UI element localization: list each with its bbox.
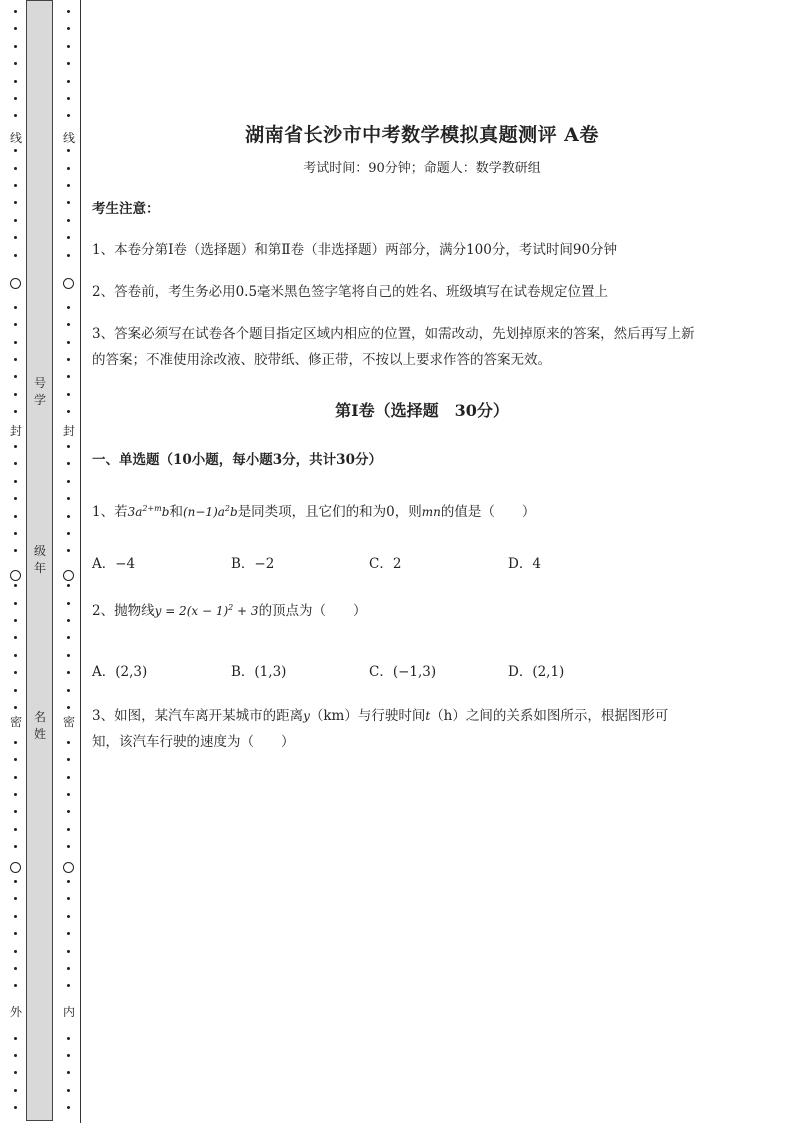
seal-dot — [67, 393, 70, 396]
q1-prefix: 1、若 — [92, 504, 128, 520]
seal-dot — [67, 584, 70, 587]
seal-char-xian: 线 — [60, 131, 78, 145]
seal-char-mi: 密 — [7, 715, 25, 729]
seal-dot — [67, 1089, 70, 1092]
seal-dot — [14, 201, 17, 204]
seal-dot — [14, 1037, 17, 1040]
exam-title: 湖南省长沙市中考数学模拟真题测评 A卷 — [245, 124, 599, 146]
field-char: 学 — [33, 393, 46, 407]
seal-dot — [14, 358, 17, 361]
seal-char-nei: 内 — [60, 1005, 78, 1019]
seal-dot — [67, 619, 70, 622]
seal-dot — [67, 480, 70, 483]
seal-dot — [67, 410, 70, 413]
seal-dot — [14, 619, 17, 622]
seal-dot — [67, 776, 70, 779]
seal-dot — [67, 741, 70, 744]
notice-item-2: 2、答卷前，考生务必用0.5毫米黑色签字笔将自己的姓名、班级填写在试卷规定位置上 — [92, 284, 609, 300]
seal-dot — [14, 602, 17, 605]
seal-dot — [67, 532, 70, 535]
student-id-field-label — [30, 375, 50, 409]
binding-border-line — [80, 0, 81, 1123]
seal-dot — [67, 828, 70, 831]
seal-dot — [14, 410, 17, 413]
seal-dot — [14, 62, 17, 65]
seal-dot — [67, 950, 70, 953]
seal-dot — [67, 201, 70, 204]
seal-dot — [14, 880, 17, 883]
seal-dot — [14, 932, 17, 935]
seal-char-xian: 线 — [7, 131, 25, 145]
seal-dot — [67, 1054, 70, 1057]
seal-dot — [14, 1071, 17, 1074]
seal-char-feng: 封 — [7, 424, 25, 438]
seal-dot — [67, 932, 70, 935]
seal-dot — [67, 80, 70, 83]
seal-dot — [67, 793, 70, 796]
seal-dot — [14, 445, 17, 448]
field-char: 年 — [33, 561, 46, 575]
seal-ring-icon — [63, 278, 74, 289]
seal-dot — [67, 1106, 70, 1109]
seal-dot — [67, 497, 70, 500]
inner-seal-line — [59, 0, 79, 1123]
name-field-label — [30, 709, 50, 743]
seal-dot — [14, 706, 17, 709]
seal-dot — [14, 184, 17, 187]
seal-dot — [67, 689, 70, 692]
seal-dot — [14, 393, 17, 396]
seal-dot — [67, 462, 70, 465]
seal-dot — [67, 375, 70, 378]
seal-dot — [14, 584, 17, 587]
question-3-line-2: 知，该汽车行驶的速度为（ ） — [92, 734, 295, 750]
class-field-label — [30, 543, 50, 577]
q1-option-a[interactable]: A．−4 — [92, 556, 136, 572]
seal-char-mi: 密 — [60, 715, 78, 729]
seal-dot — [67, 167, 70, 170]
outer-seal-line — [6, 0, 26, 1123]
seal-dot — [67, 654, 70, 657]
seal-ring-icon — [63, 570, 74, 581]
q1-term-a — [128, 505, 170, 519]
seal-dot — [67, 1071, 70, 1074]
seal-dot — [14, 480, 17, 483]
question-3-line-1 — [92, 703, 668, 729]
seal-dot — [14, 341, 17, 344]
field-char: 号 — [33, 376, 46, 390]
seal-dot — [67, 97, 70, 100]
seal-dot — [67, 114, 70, 117]
notice-item-1: 1、本卷分第I卷（选择题）和第Ⅱ卷（非选择题）两部分，满分100分，考试时间90分钟 — [92, 242, 618, 258]
seal-dot — [14, 497, 17, 500]
seal-dot — [67, 306, 70, 309]
seal-dot — [14, 149, 17, 152]
seal-dot — [67, 758, 70, 761]
seal-dot — [14, 10, 17, 13]
q2-option-c[interactable]: C．(−1,3) — [369, 664, 437, 680]
seal-dot — [67, 984, 70, 987]
q1-connector: 和 — [169, 504, 183, 520]
seal-dot — [67, 149, 70, 152]
seal-char-wai: 外 — [7, 1005, 25, 1019]
q1-term-b — [183, 505, 238, 519]
seal-dot — [14, 97, 17, 100]
section-title: 第I卷（选择题 30分） — [335, 401, 509, 420]
seal-dot — [14, 1106, 17, 1109]
seal-dot — [67, 341, 70, 344]
q2-option-d[interactable]: D．(2,1) — [508, 664, 565, 680]
exam-subtitle: 考试时间：90分钟；命题人：数学教研组 — [303, 161, 541, 176]
q2-end: 的顶点为（ ） — [258, 603, 367, 619]
q1-term-a-tail: b — [161, 505, 170, 519]
q2-equation-base: y = 2(x − 1) — [154, 604, 229, 618]
seal-dot — [67, 967, 70, 970]
seal-dot — [14, 114, 17, 117]
seal-dot — [14, 810, 17, 813]
field-char: 姓 — [33, 727, 46, 741]
seal-dot — [14, 549, 17, 552]
field-char: 名 — [33, 710, 46, 724]
seal-dot — [14, 636, 17, 639]
q2-option-a[interactable]: A．(2,3) — [92, 664, 148, 680]
seal-dot — [67, 1037, 70, 1040]
seal-dot — [14, 845, 17, 848]
q1-term-b-base: (n−1)a — [182, 505, 225, 519]
seal-dot — [14, 219, 17, 222]
seal-dot — [67, 515, 70, 518]
seal-dot — [14, 462, 17, 465]
seal-dot — [67, 219, 70, 222]
q2-equation-tail: + 3 — [233, 604, 259, 618]
seal-dot — [67, 810, 70, 813]
seal-dot — [14, 793, 17, 796]
q2-option-b[interactable]: B．(1,3) — [231, 664, 287, 680]
q3-unit-y: （km）与行驶时间 — [309, 708, 426, 724]
notice-item-3-cont: 的答案；不准使用涂改液、胶带纸、修正带，不按以上要求作答的答案无效。 — [92, 352, 551, 368]
seal-dot — [14, 236, 17, 239]
seal-dot — [14, 254, 17, 257]
seal-dot — [14, 915, 17, 918]
seal-dot — [14, 897, 17, 900]
seal-dot — [14, 532, 17, 535]
seal-dot — [14, 80, 17, 83]
seal-dot — [67, 897, 70, 900]
q1-term-b-exp: 2 — [224, 504, 230, 513]
q3-var-y: y — [303, 709, 310, 723]
seal-dot — [67, 445, 70, 448]
q3-var-t: t — [425, 709, 431, 723]
binding-margin — [0, 0, 84, 1123]
q2-prefix: 2、抛物线 — [92, 603, 155, 619]
seal-dot — [67, 636, 70, 639]
seal-dot — [14, 671, 17, 674]
seal-dot — [67, 323, 70, 326]
seal-dot — [14, 654, 17, 657]
seal-dot — [14, 45, 17, 48]
seal-dot — [14, 167, 17, 170]
q1-term-b-tail: b — [230, 505, 238, 519]
seal-dot — [67, 62, 70, 65]
question-2 — [92, 595, 367, 624]
seal-dot — [67, 27, 70, 30]
q2-equation — [155, 604, 259, 618]
seal-dot — [67, 45, 70, 48]
question-1 — [92, 496, 535, 525]
seal-dot — [67, 236, 70, 239]
seal-dot — [14, 776, 17, 779]
seal-dot — [67, 602, 70, 605]
q1-option-c[interactable]: C．2 — [369, 556, 402, 572]
seal-dot — [14, 1054, 17, 1057]
field-char: 级 — [33, 544, 46, 558]
seal-dot — [14, 689, 17, 692]
seal-dot — [14, 758, 17, 761]
seal-dot — [67, 254, 70, 257]
seal-dot — [14, 828, 17, 831]
q1-term-a-base: 3a — [127, 505, 143, 519]
seal-dot — [14, 1089, 17, 1092]
seal-ring-icon — [63, 862, 74, 873]
seal-dot — [14, 323, 17, 326]
seal-dot — [14, 375, 17, 378]
part-one-heading: 一、单选题（10小题，每小题3分，共计30分） — [92, 452, 382, 468]
seal-dot — [14, 950, 17, 953]
seal-ring-icon — [10, 278, 21, 289]
q3-unit-t: （h）之间的关系如图所示，根据图形可 — [430, 708, 669, 724]
seal-dot — [67, 671, 70, 674]
q1-option-b[interactable]: B．−2 — [231, 556, 275, 572]
seal-dot — [14, 515, 17, 518]
seal-dot — [14, 306, 17, 309]
q1-term-a-exp: 2+m — [142, 504, 162, 513]
seal-dot — [67, 706, 70, 709]
seal-dot — [67, 845, 70, 848]
seal-ring-icon — [10, 862, 21, 873]
seal-dot — [14, 984, 17, 987]
q1-term-c: mn — [421, 505, 441, 519]
seal-dot — [67, 184, 70, 187]
notice-item-3: 3、答案必须写在试卷各个题目指定区域内相应的位置，如需改动，先划掉原来的答案，然后再写上新 — [92, 326, 695, 342]
q1-option-d[interactable]: D．4 — [508, 556, 541, 572]
seal-dot — [67, 915, 70, 918]
seal-dot — [67, 549, 70, 552]
q2-equation-exp: 2 — [228, 603, 234, 612]
seal-dot — [67, 10, 70, 13]
seal-dot — [14, 741, 17, 744]
seal-dot — [14, 967, 17, 970]
notice-heading: 考生注意： — [92, 201, 160, 217]
q3-text: 3、如图，某汽车离开某城市的距离 — [92, 708, 304, 724]
seal-dot — [67, 880, 70, 883]
seal-char-feng: 封 — [60, 424, 78, 438]
q1-end: 的值是（ ） — [440, 504, 536, 520]
seal-dot — [67, 358, 70, 361]
seal-ring-icon — [10, 570, 21, 581]
seal-dot — [14, 27, 17, 30]
q1-suffix: 是同类项，且它们的和为0，则 — [237, 504, 422, 520]
